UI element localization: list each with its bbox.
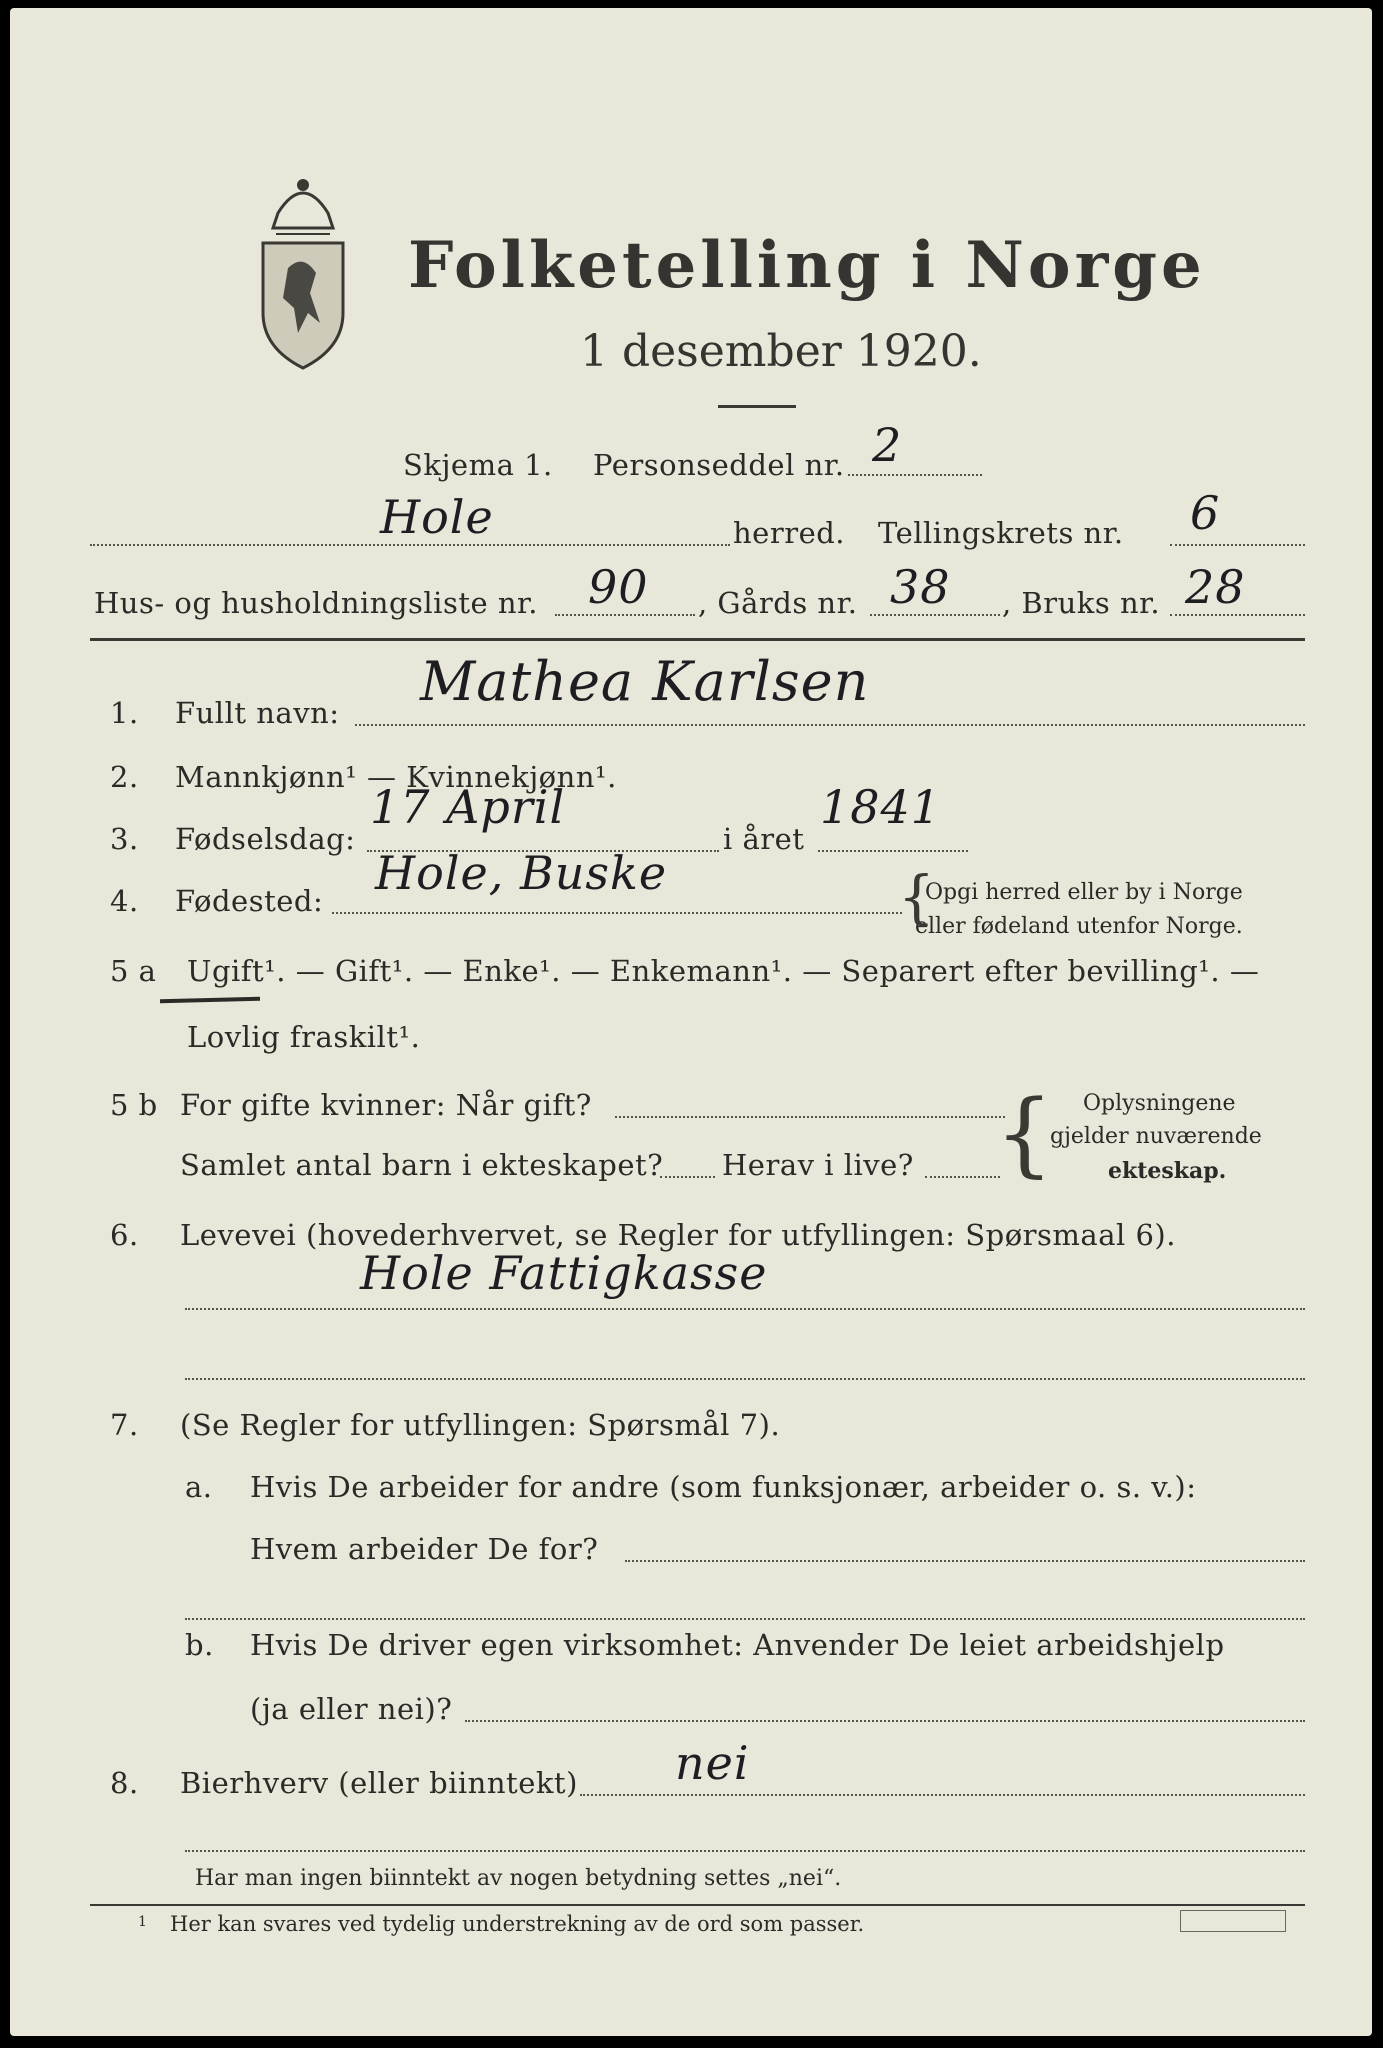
gards-label: , Gårds nr. [698, 586, 858, 620]
footnote-mark: 1 [138, 1914, 147, 1930]
q7a-letter: a. [185, 1470, 213, 1504]
q7a-line2: Hvem arbeider De for? [250, 1532, 599, 1566]
q4-brace: { [898, 863, 935, 931]
herred-line [90, 544, 730, 546]
printer-stamp [1180, 1910, 1286, 1932]
header-divider [90, 638, 1305, 641]
census-form-sheet [10, 8, 1372, 2036]
q8-label: Bierhverv (eller biinntekt) [180, 1766, 578, 1800]
q8-line [580, 1794, 1305, 1796]
q5b-note1: Oplysningene [1083, 1091, 1236, 1116]
tellingskrets-line [1170, 544, 1305, 546]
q3-number: 3. [110, 822, 139, 856]
q3-value[interactable]: 17 April [370, 780, 566, 834]
q7-number: 7. [110, 1408, 139, 1442]
tellingskrets-label: Tellingskrets nr. [878, 516, 1124, 550]
skjema-label: Skjema 1. [403, 448, 553, 482]
personseddel-value[interactable]: 2 [872, 418, 903, 472]
form-date: 1 desember 1920. [580, 326, 982, 377]
q7b-letter: b. [185, 1628, 214, 1662]
q5b-number: 5 b [110, 1088, 158, 1122]
q1-number: 1. [110, 696, 139, 730]
personseddel-line [848, 474, 982, 476]
nei-note: Har man ingen biinntekt av nogen betydning settes „nei“. [195, 1866, 842, 1891]
gards-line [870, 614, 1000, 616]
q7b-line1: Hvis De driver egen virksomhet: Anvender De leiet arbeidshjelp [250, 1628, 1225, 1662]
q5a-line1: Ugift¹. — Gift¹. — Enke¹. — Enkemann¹. — Separert efter bevilling¹. — [187, 954, 1260, 988]
q5a-underline-ugift [160, 997, 260, 1004]
q1-value[interactable]: Mathea Karlsen [420, 650, 870, 713]
q4-label: Fødested: [175, 884, 324, 918]
q7-label: (Se Regler for utfyllingen: Spørsmål 7). [180, 1408, 781, 1442]
hus-line [555, 614, 695, 616]
q4-number: 4. [110, 884, 139, 918]
hus-value[interactable]: 90 [588, 560, 649, 614]
q6-value[interactable]: Hole Fattigkasse [360, 1246, 768, 1300]
q5a-line2: Lovlig fraskilt¹. [187, 1020, 421, 1054]
q1-label: Fullt navn: [175, 696, 340, 730]
q6-label: Levevei (hovederhvervet, se Regler for utfyllingen: Spørsmaal 6). [180, 1218, 1176, 1252]
q7a-answer-line2 [185, 1618, 1305, 1620]
bruks-line [1170, 614, 1305, 616]
coat-of-arms-icon [248, 173, 358, 373]
q8-value[interactable]: nei [675, 1736, 750, 1790]
q7a-line1: Hvis De arbeider for andre (som funksjonær, arbeider o. s. v.): [250, 1470, 1197, 1504]
q4-line [332, 912, 902, 914]
bruks-label: , Bruks nr. [1002, 586, 1161, 620]
q4-note-line2: eller fødeland utenfor Norge. [915, 914, 1243, 939]
q6-number: 6. [110, 1218, 139, 1252]
footnote-text: Her kan svares ved tydelig understrekning av de ord som passer. [170, 1912, 865, 1936]
q3-year-label: i året [723, 822, 805, 856]
hus-label: Hus- og husholdningsliste nr. [94, 586, 538, 620]
q8-number: 8. [110, 1766, 139, 1800]
q5b-note3: ekteskap. [1108, 1158, 1227, 1184]
q7b-answer-line [465, 1720, 1305, 1722]
q5b-brace: { [995, 1080, 1054, 1187]
q5b-gift-line [615, 1116, 1005, 1118]
q1-line [355, 724, 1305, 726]
footnote-rule [90, 1904, 1305, 1906]
q6-line2 [185, 1378, 1305, 1380]
q4-value[interactable]: Hole, Buske [375, 846, 668, 900]
q5a-number: 5 a [110, 954, 157, 988]
q7b-line2: (ja eller nei)? [250, 1692, 453, 1726]
q5b-line1: For gifte kvinner: Når gift? [180, 1088, 592, 1122]
herred-label: herred. [733, 516, 846, 550]
q5b-barn-line [660, 1176, 715, 1178]
form-title: Folketelling i Norge [408, 228, 1206, 303]
q5b-herav-line [925, 1176, 1000, 1178]
q5b-herav: Herav i live? [722, 1148, 914, 1182]
gards-value[interactable]: 38 [890, 560, 951, 614]
q7a-answer-line1 [625, 1560, 1305, 1562]
q2-label: Mannkjønn¹ — Kvinnekjønn¹. [175, 760, 617, 794]
q2-number: 2. [110, 760, 139, 794]
bruks-value[interactable]: 28 [1185, 560, 1246, 614]
q3-label: Fødselsdag: [175, 822, 356, 856]
tellingskrets-value[interactable]: 6 [1190, 486, 1221, 540]
q6-line1 [185, 1308, 1305, 1310]
title-rule [718, 405, 796, 408]
herred-value[interactable]: Hole [380, 490, 494, 544]
q4-note-line1: Opgi herred eller by i Norge [925, 880, 1243, 905]
q5b-line2: Samlet antal barn i ekteskapet? [180, 1148, 664, 1182]
q8-line2 [185, 1850, 1305, 1852]
q3-year-line [818, 850, 968, 852]
q3-year-value[interactable]: 1841 [820, 780, 942, 834]
q5b-note2: gjelder nuværende [1050, 1124, 1262, 1149]
personseddel-label: Personseddel nr. [593, 448, 845, 482]
